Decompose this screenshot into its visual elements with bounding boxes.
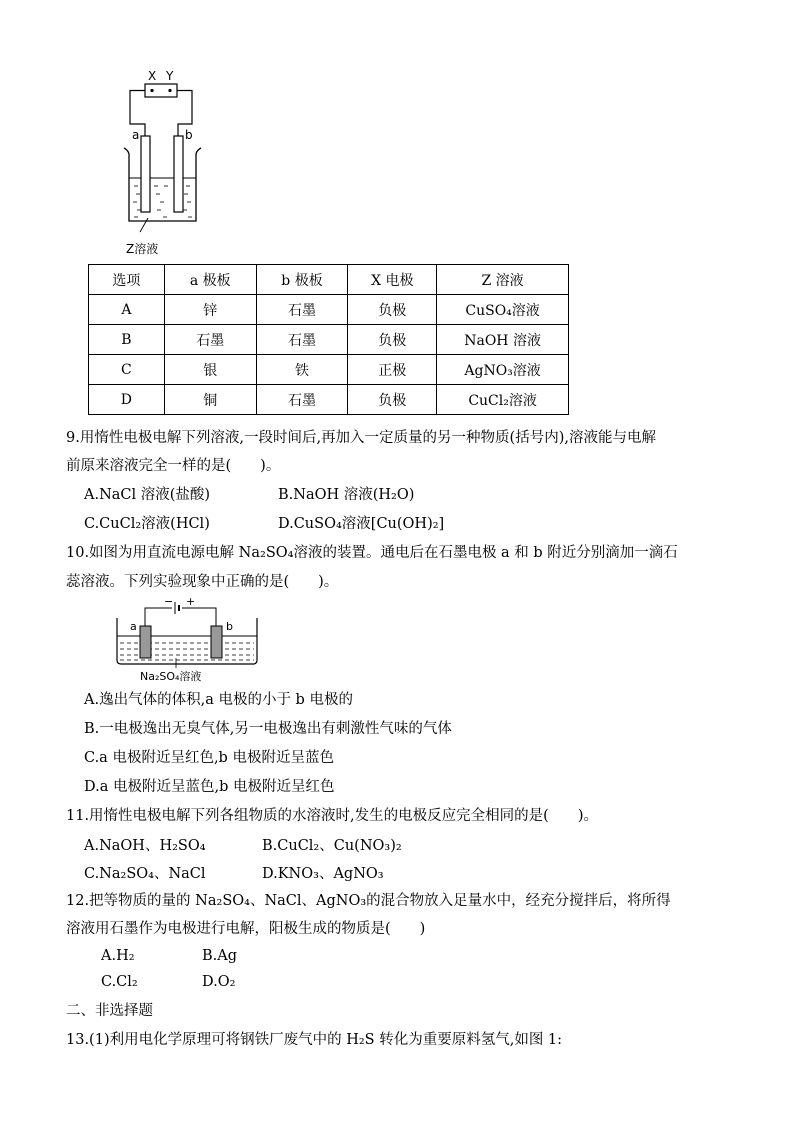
- electrode-b-label: b: [226, 620, 233, 633]
- section-heading-non-choice: 二、非选择题: [66, 1003, 153, 1019]
- electrode-a-label: a: [130, 620, 137, 633]
- table-header-cell: b 极板: [256, 265, 348, 295]
- table-cell: AgNO₃溶液: [437, 355, 569, 385]
- question-9-option-a: A.NaCl 溶液(盐酸): [84, 487, 211, 503]
- question-10-stem-line2: 蕊溶液。下列实验现象中正确的是( )。: [66, 574, 339, 590]
- question-11-option-a: A.NaOH、H₂SO₄: [84, 838, 206, 854]
- table-cell: C: [89, 355, 165, 385]
- table-header-cell: 选项: [89, 265, 165, 295]
- table-cell: 铜: [164, 385, 256, 415]
- solution-z-caption: Z溶液: [126, 242, 159, 256]
- question-9-option-b: B.NaOH 溶液(H₂O): [278, 487, 415, 503]
- table-cell: 负极: [348, 295, 437, 325]
- question-10-option-d: D.a 电极附近呈蓝色,b 电极附近呈红色: [84, 779, 335, 795]
- table-row: [89, 325, 569, 355]
- terminal-y-label: Y: [166, 69, 174, 83]
- question-10-option-a: A.逸出气体的体积,a 电极的小于 b 电极的: [84, 692, 353, 708]
- na2so4-cell-diagram: [112, 598, 262, 670]
- table-cell: 石墨: [256, 385, 348, 415]
- question-10-stem-line1: 10.如图为用直流电源电解 Na₂SO₄溶液的装置。通电后在石墨电极 a 和 b 附近分别滴加一滴石: [66, 545, 678, 561]
- table-row: [89, 385, 569, 415]
- table-cell: CuCl₂溶液: [437, 385, 569, 415]
- question-12-stem-line2: 溶液用石墨作为电极进行电解，阳极生成的物质是( ): [66, 921, 426, 937]
- table-cell: D: [89, 385, 165, 415]
- figure-electrolysis-cell: [110, 66, 220, 261]
- table-cell: 银: [164, 355, 256, 385]
- table-cell: 铁: [256, 355, 348, 385]
- table-header-cell: a 极板: [164, 265, 256, 295]
- table-row: [89, 295, 569, 325]
- question-11-option-d: D.KNO₃、AgNO₃: [262, 866, 384, 882]
- question-12-option-d: D.O₂: [202, 974, 236, 990]
- question-11-option-b: B.CuCl₂、Cu(NO₃)₂: [262, 838, 402, 854]
- battery-minus-label: −: [164, 595, 174, 608]
- table-cell: 负极: [348, 325, 437, 355]
- figure-na2so4-electrolysis: [112, 595, 262, 683]
- table-cell: 石墨: [256, 295, 348, 325]
- question-12-option-c: C.Cl₂: [101, 974, 138, 990]
- question-10-option-b: B.一电极逸出无臭气体,另一电极逸出有刺激性气味的气体: [84, 721, 452, 737]
- question-9-option-c: C.CuCl₂溶液(HCl): [84, 516, 210, 532]
- electrode-options-table: [88, 264, 569, 415]
- terminal-x-label: X: [148, 69, 157, 83]
- electrode-a-label: a: [132, 128, 140, 142]
- question-12-option-b: B.Ag: [202, 948, 238, 964]
- table-cell: 负极: [348, 385, 437, 415]
- table-header-cell: Z 溶液: [437, 265, 569, 295]
- battery-plus-label: +: [186, 595, 196, 608]
- electrolysis-cell-diagram: [110, 66, 220, 236]
- table-row: [89, 355, 569, 385]
- na2so4-solution-caption: Na₂SO₄溶液: [140, 670, 202, 683]
- table-cell: 正极: [348, 355, 437, 385]
- question-12-option-a: A.H₂: [101, 948, 135, 964]
- question-9-stem-line2: 前原来溶液完全一样的是( )。: [66, 458, 281, 474]
- table-cell: B: [89, 325, 165, 355]
- table-cell: NaOH 溶液: [437, 325, 569, 355]
- question-12-stem-line1: 12.把等物质的量的 Na₂SO₄、NaCl、AgNO₃的混合物放入足量水中，经充分搅拌后，将所得: [66, 893, 671, 909]
- question-13-stem: 13.(1)利用电化学原理可将钢铁厂废气中的 H₂S 转化为重要原料氢气,如图 1:: [66, 1032, 563, 1048]
- question-11-option-c: C.Na₂SO₄、NaCl: [84, 866, 206, 882]
- electrode-b-label: b: [185, 128, 193, 142]
- table-header-cell: X 电极: [348, 265, 437, 295]
- table-cell: 石墨: [164, 325, 256, 355]
- question-9-stem-line1: 9.用惰性电极电解下列溶液,一段时间后,再加入一定质量的另一种物质(括号内),溶液能与电解: [66, 430, 656, 446]
- table-cell: 锌: [164, 295, 256, 325]
- table-header-row: [89, 265, 569, 295]
- table-cell: CuSO₄溶液: [437, 295, 569, 325]
- question-11-stem: 11.用惰性电极电解下列各组物质的水溶液时,发生的电极反应完全相同的是( )。: [66, 808, 598, 824]
- table-cell: A: [89, 295, 165, 325]
- question-9-option-d: D.CuSO₄溶液[Cu(OH)₂]: [278, 516, 445, 532]
- question-10-option-c: C.a 电极附近呈红色,b 电极附近呈蓝色: [84, 750, 334, 766]
- table-cell: 石墨: [256, 325, 348, 355]
